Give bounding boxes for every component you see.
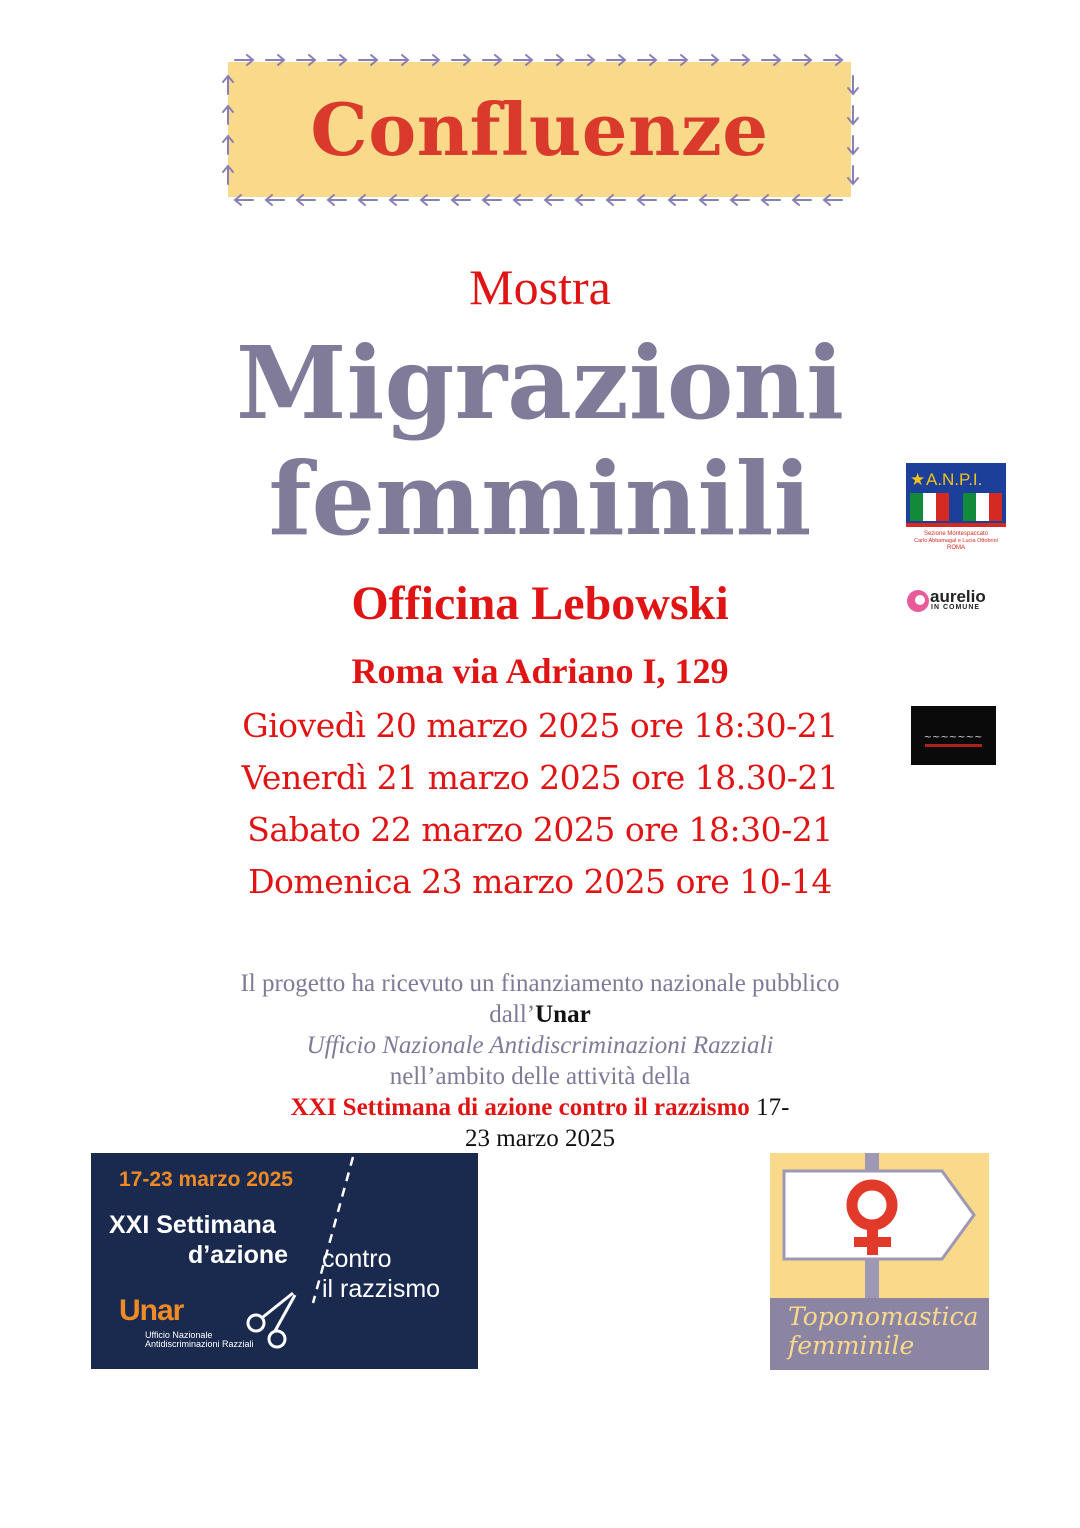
event-date-3: Sabato 22 marzo 2025 ore 18:30-21 bbox=[247, 810, 833, 849]
event-title-line2: femminili bbox=[268, 440, 812, 558]
unar-line2: d’azione bbox=[188, 1241, 289, 1269]
aurelio-logo-sub: IN COMUNE bbox=[931, 604, 981, 611]
funding-line3: Ufficio Nazionale Antidiscriminazioni Razziali bbox=[306, 1032, 774, 1059]
funding-line2 bbox=[0, 1001, 1080, 1029]
event-address: Roma via Adriano I, 129 bbox=[351, 651, 729, 691]
funding-event-name: XXI Settimana di azione contro il razzismo bbox=[290, 1094, 750, 1121]
event-venue: Officina Lebowski bbox=[351, 577, 729, 630]
svg-text:★: ★ bbox=[910, 470, 926, 490]
unar-line3: contro bbox=[322, 1245, 392, 1273]
funding-line5 bbox=[0, 1094, 1080, 1122]
event-title-line1: Migrazioni bbox=[235, 324, 845, 442]
unar-campaign-logo bbox=[91, 1153, 478, 1369]
funding-unar: Unar bbox=[535, 1001, 591, 1028]
unar-brand-sub1: Ufficio Nazionale bbox=[145, 1330, 213, 1340]
unar-brand-sub2: Antidiscriminazioni Razziali bbox=[145, 1339, 254, 1349]
aurelio-logo-text: aurelio bbox=[930, 587, 986, 606]
event-date-2: Venerdì 21 marzo 2025 ore 18.30-21 bbox=[241, 758, 839, 797]
scissors-cut-line-icon bbox=[91, 1153, 478, 1369]
event-kind: Mostra bbox=[469, 259, 611, 315]
sponsor-logo-dark bbox=[911, 706, 996, 765]
svg-text:Carlo Abbamagal e Lucia Ottobr: Carlo Abbamagal e Lucia Ottobrini bbox=[914, 538, 998, 544]
funding-prefix: dall’ bbox=[489, 1001, 536, 1028]
svg-text:~~~~~~~: ~~~~~~~ bbox=[923, 732, 983, 743]
anpi-logo-text: A.N.P.I. bbox=[926, 470, 983, 489]
svg-text:Sezione Montespaccato: Sezione Montespaccato bbox=[923, 531, 989, 537]
event-date-4: Domenica 23 marzo 2025 ore 10-14 bbox=[248, 862, 832, 901]
unar-brand: Unar bbox=[119, 1294, 184, 1327]
event-date-1: Giovedì 20 marzo 2025 ore 18:30-21 bbox=[242, 706, 838, 745]
toponomastica-line2: femminile bbox=[788, 1331, 915, 1360]
toponomastica-caption bbox=[788, 1302, 978, 1360]
funding-event-suffix: 17- bbox=[749, 1094, 790, 1121]
aurelio-logo-icon bbox=[906, 588, 932, 614]
toponomastica-line1: Toponomastica bbox=[788, 1302, 979, 1331]
anpi-logo bbox=[906, 463, 1006, 553]
banner-title: Confluenze bbox=[310, 87, 769, 172]
funding-line4: nell’ambito delle attività della bbox=[389, 1063, 691, 1090]
svg-text:ROMA: ROMA bbox=[947, 545, 965, 551]
unar-dates: 17-23 marzo 2025 bbox=[119, 1168, 293, 1191]
unar-line1: XXI Settimana bbox=[109, 1211, 276, 1239]
funding-line6: 23 marzo 2025 bbox=[465, 1125, 615, 1152]
unar-line4: il razzismo bbox=[322, 1275, 441, 1303]
funding-line1: Il progetto ha ricevuto un finanziamento nazionale pubblico bbox=[240, 970, 840, 997]
